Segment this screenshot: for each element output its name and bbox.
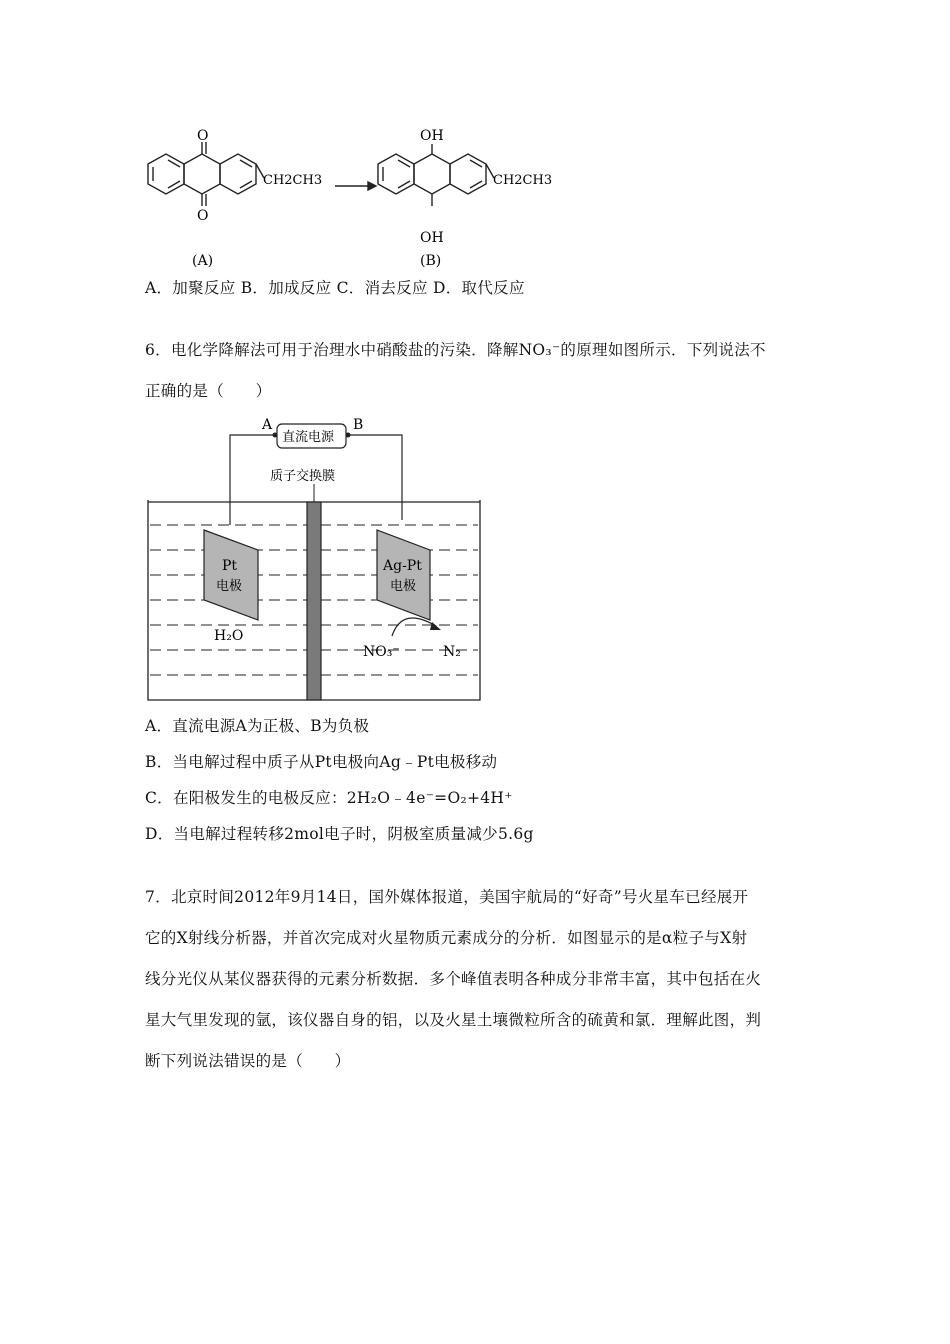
mol-b-substituent: CH2CH3: [493, 173, 553, 188]
mol-b-label: (B): [420, 253, 442, 269]
power-supply-label: 直流电源: [282, 430, 335, 445]
ag-pt-electrode: [377, 530, 430, 620]
q7-line-2: 它的X射线分析器，并首次完成对火星物质元素成分的分析．如图显示的是α粒子与X射: [145, 929, 748, 947]
proton-exchange-membrane: [307, 502, 321, 700]
mol-a-bottom-o: O: [197, 208, 209, 224]
mol-b-top-oh: OH: [420, 128, 444, 144]
mol-a-label: (A): [192, 253, 214, 269]
right-product: N₂: [443, 644, 461, 660]
ag-pt-electrode-label-1: Ag-Pt: [383, 558, 422, 574]
q5-options: A．加聚反应 B．加成反应 C．消去反应 D．取代反应: [145, 279, 525, 297]
membrane-label: 质子交换膜: [270, 469, 336, 484]
electrolysis-diagram: [140, 410, 490, 710]
mol-a-substituent: CH2CH3: [263, 173, 323, 188]
pt-electrode: [204, 530, 258, 620]
q6-option-c: C．在阳极发生的电极反应：2H₂O﹣4e⁻=O₂+4H⁺: [145, 789, 513, 807]
right-reactant: NO₃⁻: [363, 644, 400, 660]
q6-option-d: D．当电解过程转移2mol电子时，阴极室质量减少5.6g: [145, 825, 534, 843]
reaction-arrow: [392, 618, 436, 636]
label-a: A: [262, 417, 273, 433]
q7-line-4: 星大气里发现的氩，该仪器自身的铝，以及火星土壤微粒所含的硫黄和氯．理解此图，判: [145, 1011, 762, 1029]
ag-pt-electrode-label-2: 电极: [390, 579, 417, 594]
q7-line-5: 断下列说法错误的是（ ）: [145, 1052, 351, 1070]
q6-option-b: B．当电解过程中质子从Pt电极向Ag﹣Pt电极移动: [145, 753, 498, 771]
q6-option-a: A．直流电源A为正极、B为负极: [145, 717, 370, 735]
q7-line-1: 7．北京时间2012年9月14日，国外媒体报道，美国宇航局的“好奇”号火星车已经展开: [145, 888, 749, 906]
mol-a-top-o: O: [197, 128, 209, 144]
mol-b-bottom-oh: OH: [420, 230, 444, 246]
left-species: H₂O: [214, 628, 244, 644]
reaction-diagram: [130, 120, 570, 275]
q6-stem-line1: 6．电化学降解法可用于治理水中硝酸盐的污染．降解NO₃⁻的原理如图所示．下列说法不: [145, 341, 766, 359]
pt-electrode-label-2: 电极: [216, 579, 243, 594]
q7-line-3: 线分光仪从某仪器获得的元素分析数据．多个峰值表明各种成分非常丰富，其中包括在火: [145, 970, 762, 988]
q6-stem-line2: 正确的是（ ）: [145, 382, 272, 400]
label-b: B: [353, 417, 364, 433]
pt-electrode-label-1: Pt: [222, 558, 238, 574]
